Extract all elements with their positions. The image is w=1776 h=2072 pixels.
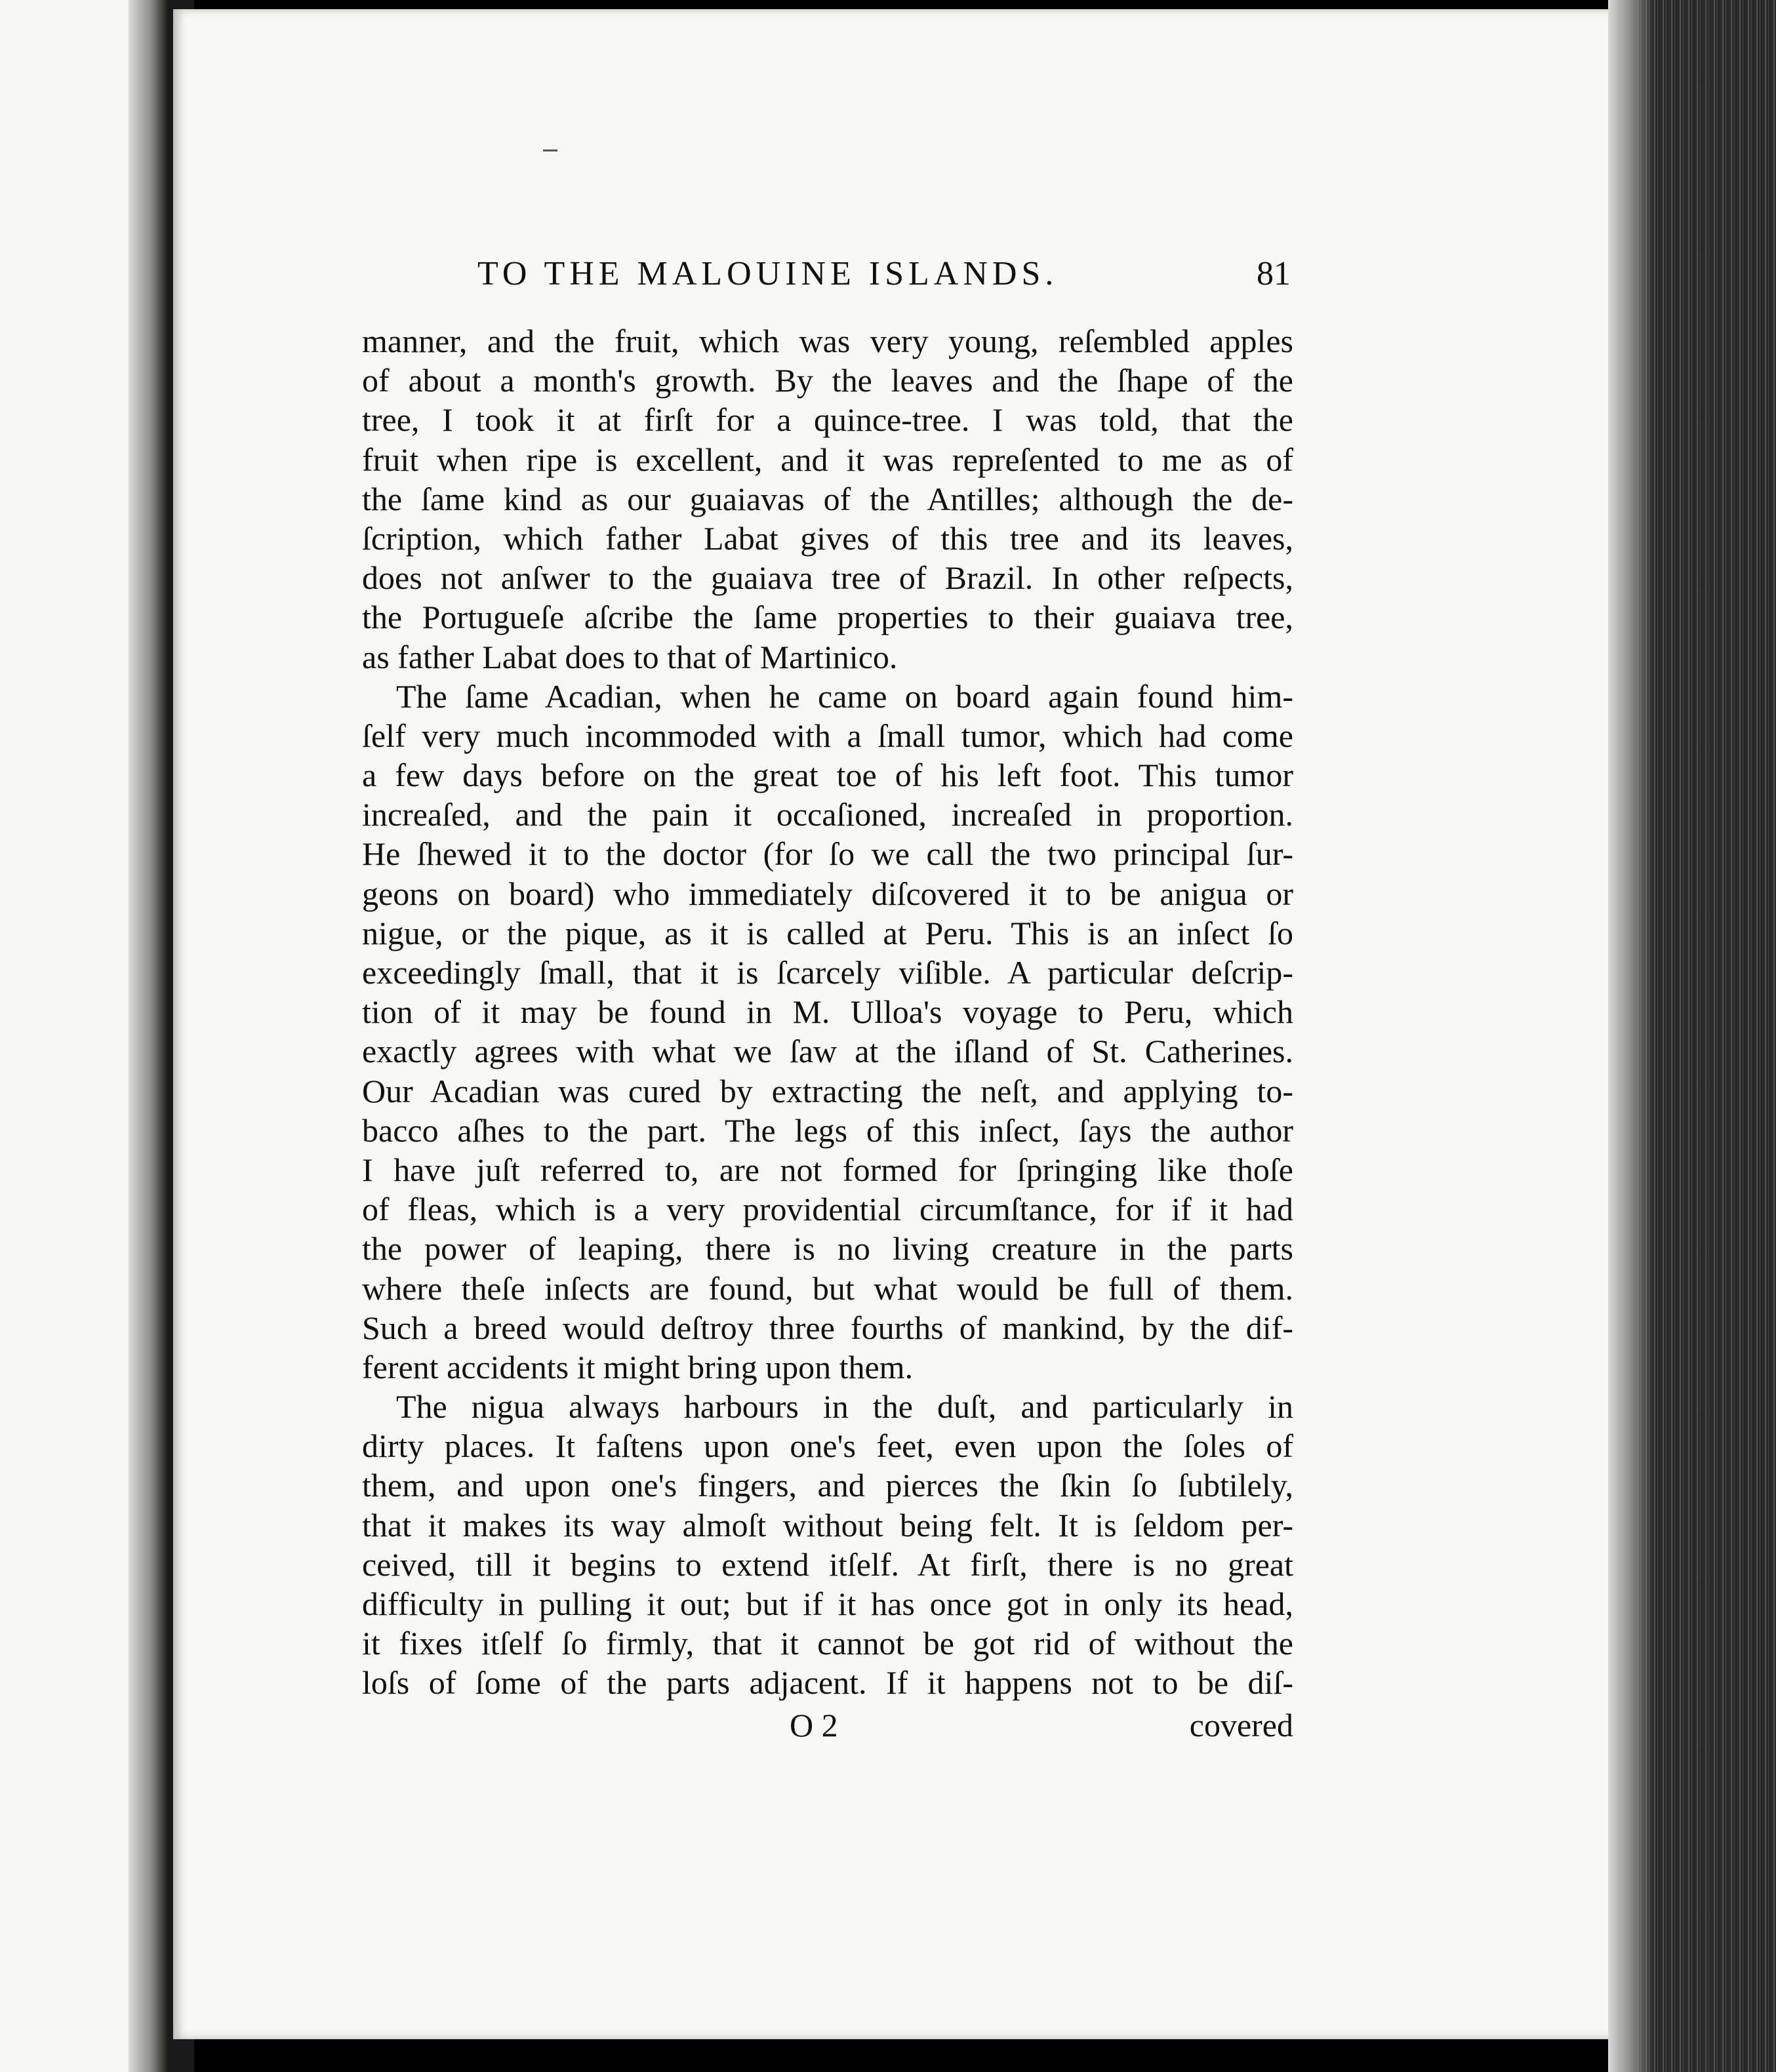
text-line: I have juſt referred to, are not formed for ſpringing like thoſe xyxy=(362,1151,1293,1188)
text-line: it fixes itſelf ſo firmly, that it cannot be got rid of without the xyxy=(362,1625,1293,1662)
catchword: covered xyxy=(1189,1707,1293,1743)
text-line: increaſed, and the pain it occaſioned, increaſed in proportion. xyxy=(362,796,1293,833)
text-line: fruit when ripe is excellent, and it was repreſented to me as of xyxy=(362,441,1293,478)
text-line: does not anſwer to the guaiava tree of Brazil. In other reſpects, xyxy=(362,559,1293,597)
text-line: as father Labat does to that of Martinico. xyxy=(362,638,898,675)
text-line: ſcription, which father Labat gives of this tree and its leaves, xyxy=(362,519,1293,557)
text-line: He ſhewed it to the doctor (for ſo we call the two principal ſur- xyxy=(362,835,1293,873)
text-line: the power of leaping, there is no living creature in the parts xyxy=(362,1230,1293,1267)
text-line: bacco aſhes to the part. The legs of this inſect, ſays the author xyxy=(362,1111,1293,1149)
text-line: Such a breed would deſtroy three fourths of mankind, by the dif- xyxy=(362,1309,1293,1346)
text-line: where theſe inſects are found, but what would be full of them. xyxy=(362,1269,1293,1307)
text-line: Our Acadian was cured by extracting the neſt, and applying to- xyxy=(362,1072,1293,1109)
text-line: The nigua always harbours in the duſt, and particularly in xyxy=(396,1388,1293,1425)
page-footer xyxy=(362,1706,1293,1745)
signature-mark: O 2 xyxy=(790,1707,838,1743)
text-line: of fleas, which is a very providential circumſtance, for if it had xyxy=(362,1191,1293,1228)
text-line: that it makes its way almoſt without being felt. It is ſeldom per- xyxy=(362,1506,1293,1544)
text-line: tion of it may be found in M. Ulloa's voyage to Peru, which xyxy=(362,993,1293,1031)
text-line: geons on board) who immediately diſcovered it to be anigua or xyxy=(362,875,1293,912)
running-head xyxy=(477,254,1291,300)
text-line: nigue, or the pique, as it is called at Peru. This is an inſect ſo xyxy=(362,914,1293,951)
text-line: exceedingly ſmall, that it is ſcarcely viſible. A particular deſcrip- xyxy=(362,954,1293,991)
print-mark xyxy=(543,149,557,151)
text-line: the ſame kind as our guaiavas of the Antilles; although the de- xyxy=(362,480,1293,517)
text-line: ferent accidents it might bring upon them. xyxy=(362,1348,914,1385)
text-line: of about a month's growth. By the leaves and the ſhape of the xyxy=(362,362,1293,399)
body-text xyxy=(362,321,1293,1703)
text-line: the Portugueſe aſcribe the ſame properties to their guaiava tree, xyxy=(362,599,1293,636)
text-line: manner, and the fruit, which was very young, reſembled apples xyxy=(362,323,1293,359)
running-title: TO THE MALOUINE ISLANDS. xyxy=(477,255,1059,292)
text-line: loſs of ſome of the parts adjacent. If it happens not to be diſ- xyxy=(362,1664,1293,1702)
text-line: tree, I took it at firſt for a quince-tree. I was told, that the xyxy=(362,401,1293,439)
text-line: The ſame Acadian, when he came on board again found him- xyxy=(396,677,1293,715)
text-line: exactly agrees with what we ſaw at the iſland of St. Catherines. xyxy=(362,1033,1293,1070)
text-line: ſelf very much incommoded with a ſmall tumor, which had come xyxy=(362,717,1293,754)
page-number: 81 xyxy=(1257,255,1291,292)
text-line: ceived, till it begins to extend itſelf. At firſt, there is no great xyxy=(362,1545,1293,1583)
text-line: difficulty in pulling it out; but if it has once got in only its head, xyxy=(362,1585,1293,1622)
page-edge-fade xyxy=(1608,0,1654,2072)
text-line: dirty places. It faſtens upon one's feet, even upon the ſoles of xyxy=(362,1427,1293,1465)
text-line: them, and upon one's fingers, and pierces the ſkin ſo ſubtilely, xyxy=(362,1467,1293,1504)
text-line: a few days before on the great toe of his left foot. This tumor xyxy=(362,757,1293,794)
